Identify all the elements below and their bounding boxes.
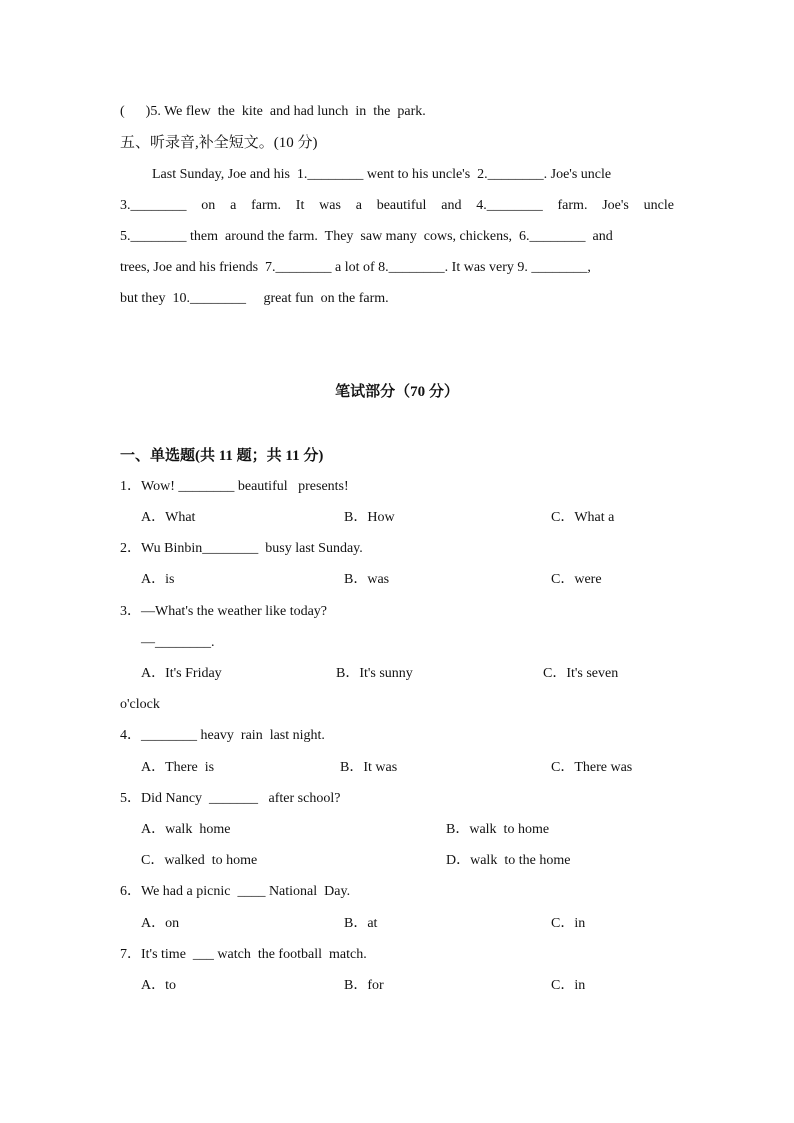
passage-text: trees, Joe and his friends 7.________ a lot of 8.________. It was very 9. ________, xyxy=(120,260,591,275)
option-b: B．It was xyxy=(340,760,398,775)
option-c: C．in xyxy=(551,916,586,931)
question-5-listening: ( )5. We flew the kite and had lunch in the park. xyxy=(120,104,426,119)
passage-word: and xyxy=(441,198,462,213)
option-c: C．What a xyxy=(551,510,615,525)
option-b: B．walk to home xyxy=(446,822,550,837)
question-stem-answer: —________. xyxy=(141,635,215,650)
passage-word: on xyxy=(201,198,216,213)
option-b: B．for xyxy=(344,978,384,993)
option-c: C．were xyxy=(551,572,602,587)
section-5-title: 五、听录音,补全短文。(10 分) xyxy=(120,135,318,151)
question-stem: 3．—What's the weather like today? xyxy=(120,604,328,619)
passage-line-1 xyxy=(120,166,674,197)
option-c: C．in xyxy=(551,978,586,993)
question-stem: 2．Wu Binbin________ busy last Sunday. xyxy=(120,541,363,556)
passage-word: beautiful xyxy=(376,198,427,213)
cloze-passage xyxy=(120,166,674,321)
passage-line-2 xyxy=(120,197,674,228)
question-stem: 5．Did Nancy _______ after school? xyxy=(120,791,341,806)
option-c: C．walked to home xyxy=(141,853,258,868)
passage-line-4 xyxy=(120,259,674,290)
passage-word: farm. xyxy=(557,198,588,213)
option-a: A．There is xyxy=(141,760,215,775)
passage-line-5 xyxy=(120,290,674,321)
question-stem: 4．________ heavy rain last night. xyxy=(120,728,325,743)
option-b: B．was xyxy=(344,572,390,587)
question-stem: 1．Wow! ________ beautiful presents! xyxy=(120,479,349,494)
question-stem: 6．We had a picnic ____ National Day. xyxy=(120,884,351,899)
option-b: B．It's sunny xyxy=(336,666,413,681)
option-a: A．walk home xyxy=(141,822,231,837)
written-part-title: 笔试部分（70 分） xyxy=(335,384,459,400)
passage-word: It xyxy=(295,198,305,213)
passage-line-3 xyxy=(120,228,674,259)
passage-word: farm. xyxy=(251,198,281,213)
option-c: C．It's seven xyxy=(543,666,619,681)
option-d: D．walk to the home xyxy=(446,853,571,868)
option-c-wrap: o'clock xyxy=(120,697,160,712)
section-1-title: 一、单选题(共 11 题；共 11 分) xyxy=(120,448,324,464)
passage-text: but they 10.________ great fun on the farm. xyxy=(120,291,389,306)
option-b: B．How xyxy=(344,510,395,525)
passage-word: Joe's xyxy=(602,198,629,213)
passage-word: a xyxy=(355,198,362,213)
option-a: A．It's Friday xyxy=(141,666,222,681)
option-a: A．What xyxy=(141,510,196,525)
blank-3: 3.________ xyxy=(120,198,187,213)
passage-text: 5.________ them around the farm. They saw many cows, chickens, 6.________ and xyxy=(120,229,613,244)
option-b: B．at xyxy=(344,916,378,931)
passage-word: uncle xyxy=(643,198,674,213)
option-a: A．to xyxy=(141,978,176,993)
passage-word: a xyxy=(230,198,237,213)
option-a: A．on xyxy=(141,916,180,931)
option-a: A．is xyxy=(141,572,175,587)
question-stem: 7．It's time ___ watch the football match. xyxy=(120,947,367,962)
option-c: C．There was xyxy=(551,760,633,775)
blank-4: 4.________ xyxy=(476,198,543,213)
passage-text: Last Sunday, Joe and his 1.________ went to his uncle's 2.________. Joe's uncle xyxy=(152,167,612,182)
passage-word: was xyxy=(319,198,341,213)
